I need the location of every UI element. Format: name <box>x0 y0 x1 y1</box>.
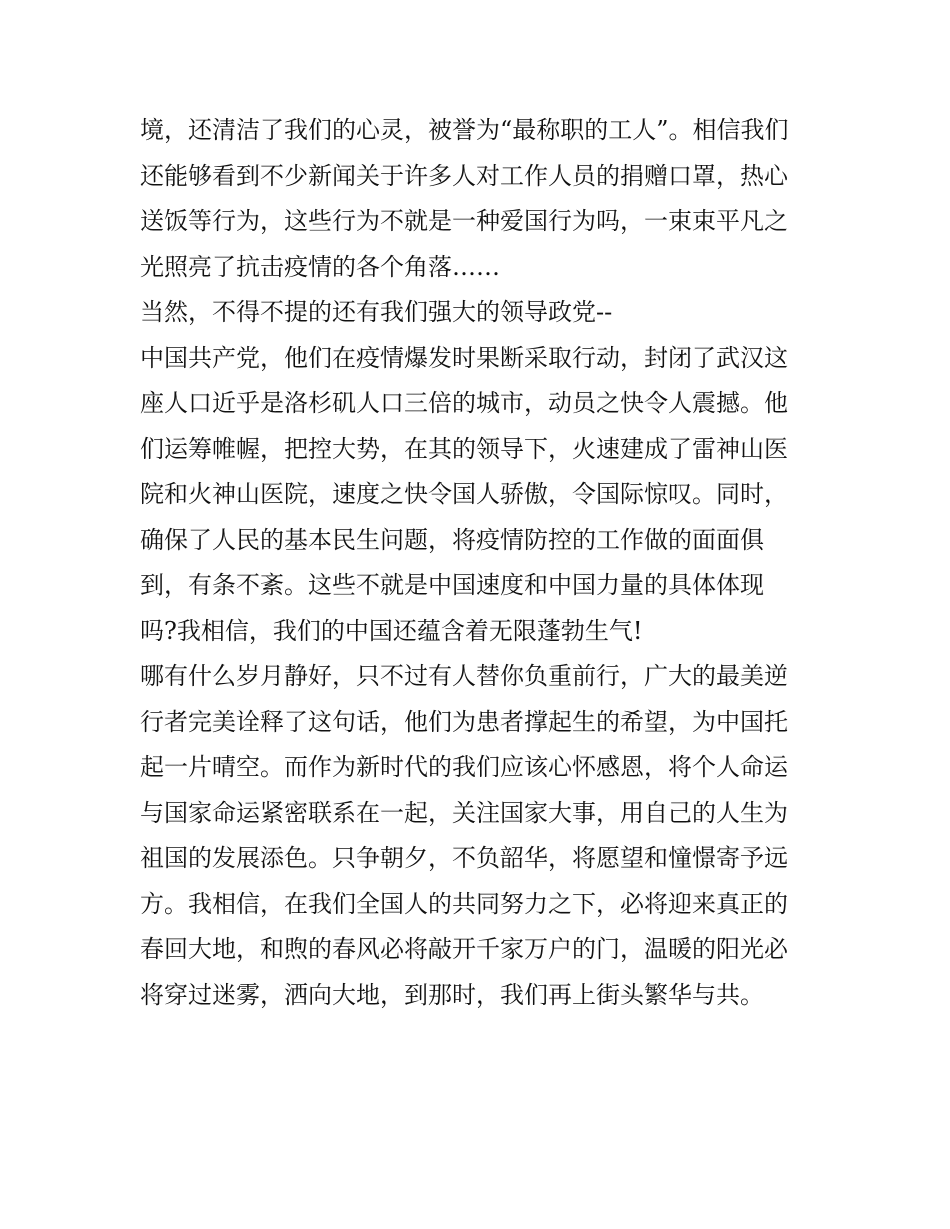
text-line: 春回大地，和煦的春风必将敲开千家万户的门，温暖的阳光必 <box>140 935 788 963</box>
text-line: 吗?我相信，我们的中国还蕴含着无限蓬勃生气! <box>140 616 643 645</box>
text-line: 光照亮了抗击疫情的各个角落…… <box>140 252 500 281</box>
text-line: 起一片晴空。而作为新时代的我们应该心怀感恩，将个人命运 <box>140 753 788 781</box>
text-line: 行者完美诠释了这句话，他们为患者撑起生的希望，为中国托 <box>140 707 788 736</box>
text-line: 座人口近乎是洛杉矶人口三倍的城市，动员之快令人震撼。他 <box>140 389 788 417</box>
text-line: 方。我相信，在我们全国人的共同努力之下，必将迎来真正的 <box>140 889 788 918</box>
text-line: 境，还清洁了我们的心灵，被誉为“最称职的工人”。相信我们 <box>140 116 789 144</box>
text-line: 送饭等行为，这些行为不就是一种爱国行为吗，一束束平凡之 <box>140 207 788 235</box>
text-line: 中国共产党，他们在疫情爆发时果断采取行动，封闭了武汉这 <box>140 343 788 372</box>
text-line: 们运筹帷幄，把控大势，在其的领导下，火速建成了雷神山医 <box>140 434 788 463</box>
text-line: 到，有条不紊。这些不就是中国速度和中国力量的具体体现 <box>140 571 764 599</box>
body-text <box>140 108 820 1018</box>
text-line: 还能够看到不少新闻关于许多人对工作人员的捐赠口罩，热心 <box>140 161 788 190</box>
text-line: 将穿过迷雾，洒向大地，到那时，我们再上街头繁华与共。 <box>140 980 764 1009</box>
text-line: 哪有什么岁月静好，只不过有人替你负重前行，广大的最美逆 <box>140 662 788 690</box>
text-line: 确保了人民的基本民生问题，将疫情防控的工作做的面面俱 <box>140 525 764 554</box>
text-line: 与国家命运紧密联系在一起，关注国家大事，用自己的人生为 <box>140 798 788 827</box>
text-line: 院和火神山医院，速度之快令国人骄傲，令国际惊叹。同时， <box>140 480 788 508</box>
text-line: 当然，不得不提的还有我们强大的领导政党-- <box>140 298 613 326</box>
text-line: 祖国的发展添色。只争朝夕，不负韶华，将愿望和憧憬寄予远 <box>140 844 788 872</box>
